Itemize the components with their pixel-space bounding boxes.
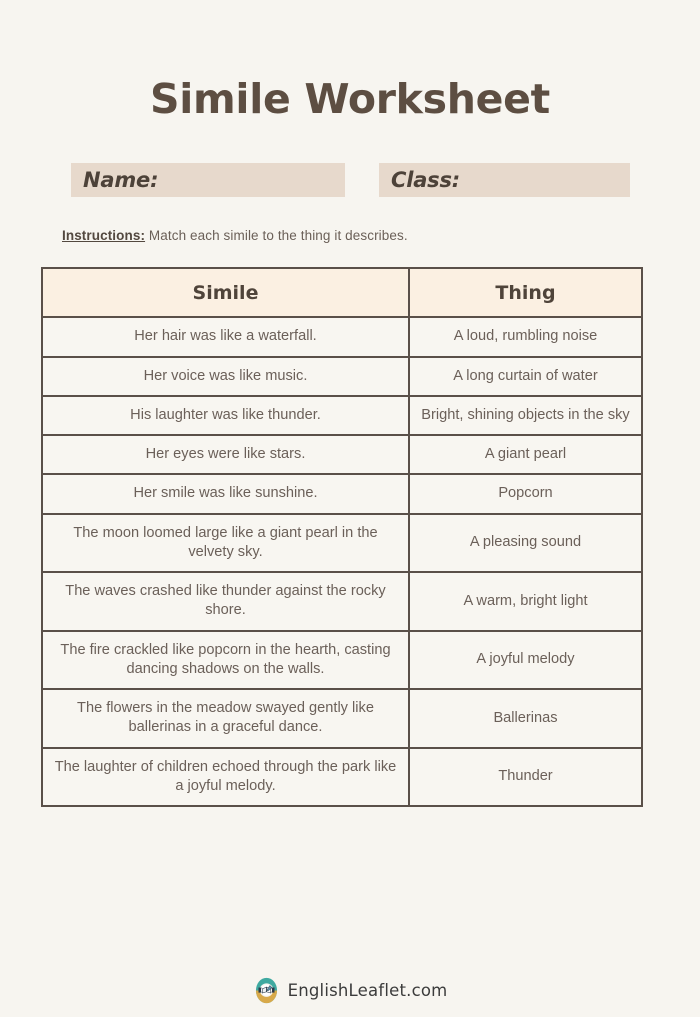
cell-simile: The flowers in the meadow swayed gently like ballerinas in a graceful dance. — [42, 689, 409, 748]
table-row — [42, 689, 642, 748]
table-row — [42, 474, 642, 513]
instructions — [62, 228, 408, 243]
cell-thing: A giant pearl — [409, 435, 642, 474]
simile-match-table — [41, 267, 643, 807]
table-row — [42, 435, 642, 474]
cell-simile: The waves crashed like thunder against the rocky shore. — [42, 572, 409, 631]
column-header-thing: Thing — [409, 268, 642, 317]
cell-thing: Thunder — [409, 748, 642, 807]
table-row — [42, 631, 642, 690]
instructions-lead: Instructions: — [62, 228, 146, 244]
table-body — [42, 317, 642, 806]
table-row — [42, 396, 642, 435]
cell-thing: A joyful melody — [409, 631, 642, 690]
cell-simile: The moon loomed large like a giant pearl in the velvety sky. — [42, 514, 409, 573]
table-row — [42, 317, 642, 356]
column-header-simile: Simile — [42, 268, 409, 317]
cell-thing: Ballerinas — [409, 689, 642, 748]
cell-thing: A pleasing sound — [409, 514, 642, 573]
table-row — [42, 572, 642, 631]
cell-simile: His laughter was like thunder. — [42, 396, 409, 435]
instructions-text: Match each simile to the thing it describes. — [148, 228, 408, 244]
table-row — [42, 748, 642, 807]
class-field[interactable] — [379, 163, 630, 197]
cell-thing: Popcorn — [409, 474, 642, 513]
cell-thing: A long curtain of water — [409, 357, 642, 396]
student-info-row — [0, 163, 700, 197]
name-field-label: Name: — [83, 168, 159, 193]
table-row — [42, 357, 642, 396]
cell-thing: A warm, bright light — [409, 572, 642, 631]
cell-simile: Her hair was like a waterfall. — [42, 317, 409, 356]
class-field-label: Class: — [391, 168, 460, 193]
cell-thing: Bright, shining objects in the sky — [409, 396, 642, 435]
cell-simile: The laughter of children echoed through the park like a joyful melody. — [42, 748, 409, 807]
table-header-row — [42, 268, 642, 317]
page-title: Simile Worksheet — [150, 75, 550, 124]
name-field[interactable] — [71, 163, 345, 197]
cell-simile: Her smile was like sunshine. — [42, 474, 409, 513]
english-leaflet-logo-icon — [253, 977, 280, 1004]
cell-simile: Her eyes were like stars. — [42, 435, 409, 474]
footer — [0, 977, 700, 1004]
table-row — [42, 514, 642, 573]
worksheet-page — [0, 27, 700, 1017]
cell-thing: A loud, rumbling noise — [409, 317, 642, 356]
cell-simile: Her voice was like music. — [42, 357, 409, 396]
brand-name: EnglishLeaflet.com — [287, 981, 448, 1001]
cell-simile: The fire crackled like popcorn in the hearth, casting dancing shadows on the walls. — [42, 631, 409, 690]
